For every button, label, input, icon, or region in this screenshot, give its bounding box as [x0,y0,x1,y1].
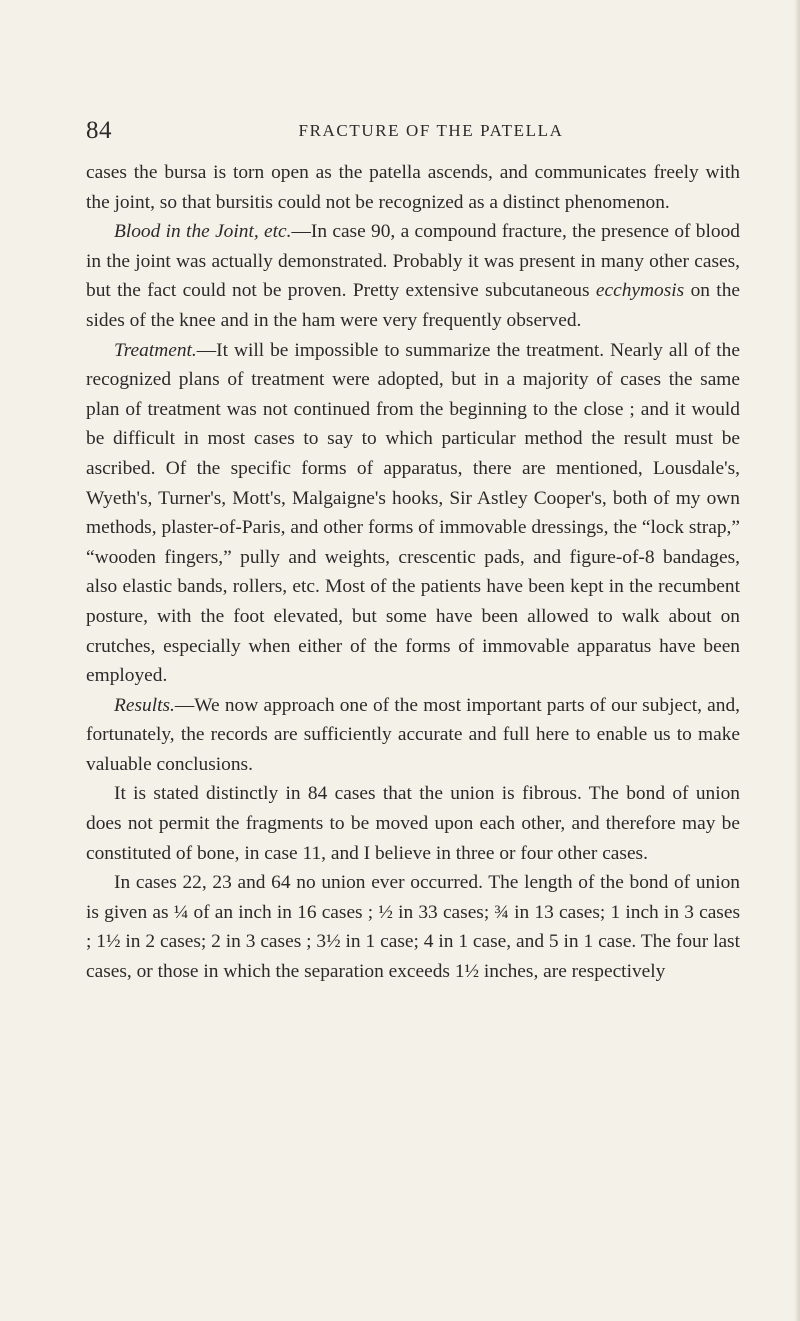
paragraph-text: In cases 22, 23 and 64 no union ever occurred. The length of the bond of union is given as ¼ of an inch in 16 cases ; ½ in 33 cases; ¾ in 13 cases; 1 inch in 3 cases ; 1½ in 2 cases; 2 in 3 cases ; 3½ in 1 case; 4 in 1 case, and 5 in 1 case. The four last cases, or those in which the separation exceeds 1½ inches, are respectively [86,872,740,983]
section-lead-treatment: Treatment. [114,339,197,361]
paragraph-text: —It will be impossible to summarize the treatment. Nearly all of the recognized plans of treatment were adopted, but in a majority of cases the same plan of treatment was not continued from the beginning to the close ; and it would be difficult in most cases to say to which particular method the result must be ascribed. Of the specific forms of apparatus, there are mentioned, Lousdale's, Wyeth's, Turner's, Mott's, Malgaigne's hooks, Sir Astley Cooper's, both of my own methods, plaster-of-Paris, and other forms of immovable dressings, the “lock strap,” “wooden fingers,” pully and weights, crescentic pads, and figure-of-8 bandages, also elastic bands, rollers, etc. Most of the patients have been kept in the recumbent posture, with the foot elevated, but some have been allowed to walk about on crutches, especially when either of the forms of immovable apparatus have been employed. [86,339,740,687]
section-lead-results: Results. [114,694,175,716]
page-number: 84 [86,117,112,144]
paragraph-fibrous-union [86,779,740,868]
paragraph-blood-in-joint [86,217,740,335]
paragraph-bursa [86,158,740,217]
paragraph-treatment [86,336,740,691]
body-text [86,158,740,987]
paragraph-text: —In case 90, a compound fracture, the presence of blood in the joint was actually demonstrated. Probably it was present in many other cases, but the fact could not be proven. Pretty extensive subcutaneous [86,221,740,302]
running-head: FRACTURE OF THE PATELLA [298,121,564,140]
paragraph-results [86,691,740,780]
section-lead-blood-in-joint: Blood in the Joint, etc. [114,221,292,243]
paragraph-text: cases the bursa is torn open as the patella ascends, and communicates freely with the joint, so that bursitis could not be recognized as a distinct phenomenon. [86,162,740,213]
paragraph-text-continued: on the sides of the knee and in the ham were very frequently observed. [86,280,740,331]
page-header [86,116,740,146]
paragraph-text: —We now approach one of the most important parts of our subject, and, fortunately, the records are sufficiently accurate and full here to enable us to make valuable conclusions. [86,694,740,775]
page-edge-shadow [794,0,800,1321]
paragraph-text: It is stated distinctly in 84 cases that the union is fibrous. The bond of union does not permit the fragments to be moved upon each other, and therefore may be constituted of bone, in case 11, and I believe in three or four other cases. [86,783,740,864]
italic-term-ecchymosis: ecchymosis [595,280,685,302]
paragraph-bond-length [86,868,740,986]
